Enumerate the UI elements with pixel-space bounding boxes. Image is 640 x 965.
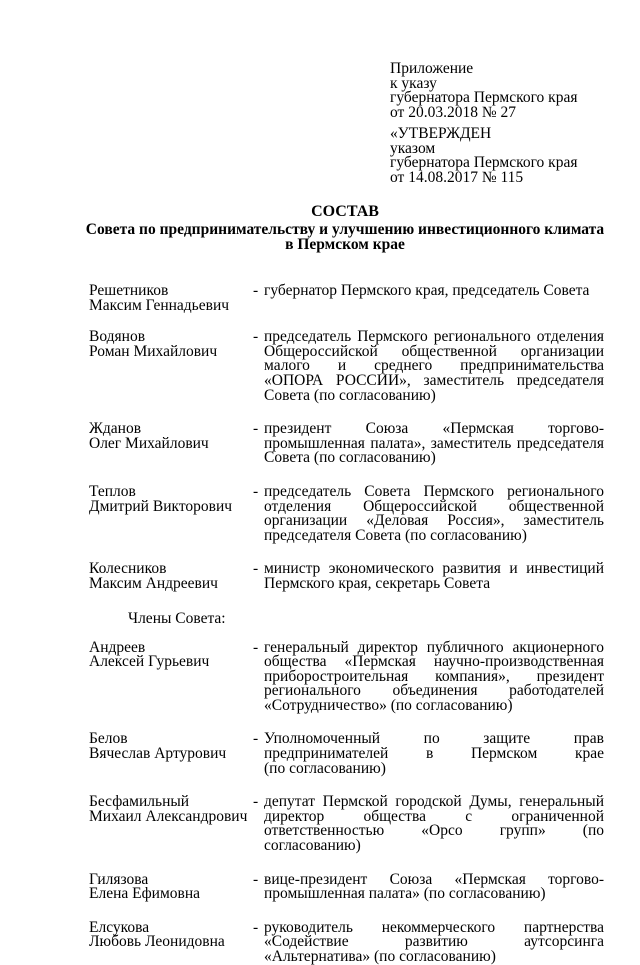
member-name-line: Максим Геннадьевич [89,296,230,314]
member-position-line: (по согласованию) [264,759,386,777]
member-position-line: «ОПОРА РОССИИ», заместитель председателя [264,371,604,389]
member-name-line: Роман Михайлович [89,342,218,360]
member-name-line: Алексей Гурьевич [89,653,210,671]
member-dash: - [253,420,259,438]
member-name-line: Теплов [89,482,136,500]
member-position-line: вице-президент Союза «Пермская торгово- [264,870,604,888]
member-position [264,638,604,714]
member-name-line: Бесфамильный [89,793,190,811]
member-position [264,562,604,591]
member-position-line: губернатор Пермского края, председатель Совета [264,282,590,299]
member-position [264,330,604,403]
member-row [89,638,604,714]
member-position-line: директор общества с ограниченной [264,807,604,825]
member-position-line: депутат Пермской городской Думы, генеральный [264,793,604,811]
appendix-line: к указу [390,74,437,92]
member-name [89,918,253,965]
member-dash: - [253,918,259,936]
member-position-line: председателя Совета (по согласованию) [264,526,527,544]
member-name-line: Андреев [89,638,146,656]
member-position-line: руководитель некоммерческого партнерства [264,918,604,936]
member-position-line: предпринимателей в Пермском крае [264,745,604,763]
appendix-line: губернатора Пермского края [390,89,578,106]
appendix-block [390,62,630,120]
member-name-line: Дмитрий Викторович [89,497,233,515]
member-position-line: общества «Пермская научно-производственная [264,653,604,671]
member-position-line: отделения Общероссийской общественной [264,497,604,515]
member-row [89,870,604,903]
subtitle-line: Совета по предпринимательству и улучшению инвестиционного климата [85,221,605,238]
member-dash: - [253,328,259,346]
member-position-line: «Сотрудничество» (по согласованию) [264,696,513,714]
member-dash: - [253,560,259,578]
member-row [89,284,604,313]
member-name-line: Вячеслав Артурович [89,745,227,763]
member-name [89,562,253,591]
member-position-line: генеральный директор публичного акционерного [264,638,604,656]
member-row [89,562,604,591]
subtitle-line: в Пермском крае [285,236,405,253]
member-position-line: министр экономического развития и инвестиций [264,560,604,578]
members-list [89,265,604,965]
member-name-line: Колесников [89,560,167,578]
section-label: Члены Совета: [128,609,226,627]
member-position-line: ответственностью «Орсо групп» (по согласованию) [264,822,604,855]
member-row [89,918,604,965]
member-dash: - [253,730,259,748]
member-position [264,870,604,903]
member-position-line: Совета (по согласованию) [264,449,436,467]
approved-line: губернатора Пермского края [390,154,578,171]
member-dash: - [253,870,259,888]
member-row [89,795,604,853]
member-name-line: Елсукова [89,918,150,936]
member-name [89,732,253,776]
member-position-line: председатель Совета Пермского регионального [264,482,604,500]
approved-block [390,127,630,185]
member-name [89,638,253,714]
member-position-line: промышленная палата» (по согласованию) [264,885,546,903]
member-position-line: регионального объединения работодателей [264,682,604,700]
member-row [89,732,604,776]
member-row [89,482,604,544]
member-position [264,795,604,853]
member-name [89,284,253,313]
member-position-line: Уполномоченный по защите прав [264,730,604,748]
appendix-line: от 20.03.2018 № 27 [390,103,516,121]
member-row [89,330,604,403]
member-position-line: Совета (по согласованию) [264,386,436,404]
member-position-line: «Содействие развитию аутсорсинга [264,933,604,951]
member-name [89,330,253,403]
member-row [89,422,604,466]
member-position-line: организации «Деловая Россия», заместитель [264,512,604,530]
document-subtitle [80,222,610,252]
approved-line: от 14.08.2017 № 115 [390,168,524,186]
appendix-line: Приложение [390,60,474,77]
member-position [264,732,604,776]
member-position [264,284,604,313]
member-dash: - [253,282,259,299]
member-name-line: Решетников [89,282,169,299]
member-position-line: Пермского края, секретарь Совета [264,574,491,592]
member-name-line: Олег Михайлович [89,434,209,452]
member-dash: - [253,482,259,500]
member-position-line: «Альтернатива» (по согласованию) [264,948,496,965]
member-name-line: Жданов [89,420,142,438]
member-name-line: Белов [89,730,128,748]
member-name-line: Елена Ефимовна [89,885,200,903]
member-position-line: промышленная палата», заместитель председателя [264,434,604,452]
member-dash: - [253,638,259,656]
member-dash: - [253,793,259,811]
member-name [89,795,253,853]
member-name-line: Любовь Леонидовна [89,933,225,951]
member-position [264,482,604,544]
member-name-line: Михаил Александрович [89,807,248,825]
member-position-line: малого и среднего предпринимательства [264,357,604,375]
approved-line: «УТВЕРЖДЕН [390,125,492,142]
member-name-line: Максим Андреевич [89,574,218,592]
member-name [89,422,253,466]
member-name-line: Водянов [89,328,146,346]
document-title: СОСТАВ [311,203,379,220]
member-name [89,482,253,543]
member-position-line: Общероссийской общественной организации [264,342,604,360]
member-position [264,918,604,965]
member-position-line: президент Союза «Пермская торгово- [264,420,604,438]
member-name [89,870,253,903]
member-position [264,422,604,466]
approved-line: указом [390,139,436,157]
member-name-line: Гилязова [89,870,149,888]
member-position-line: приборостроительная компания», президент [264,667,604,685]
member-position-line: председатель Пермского регионального отделения [264,328,604,346]
